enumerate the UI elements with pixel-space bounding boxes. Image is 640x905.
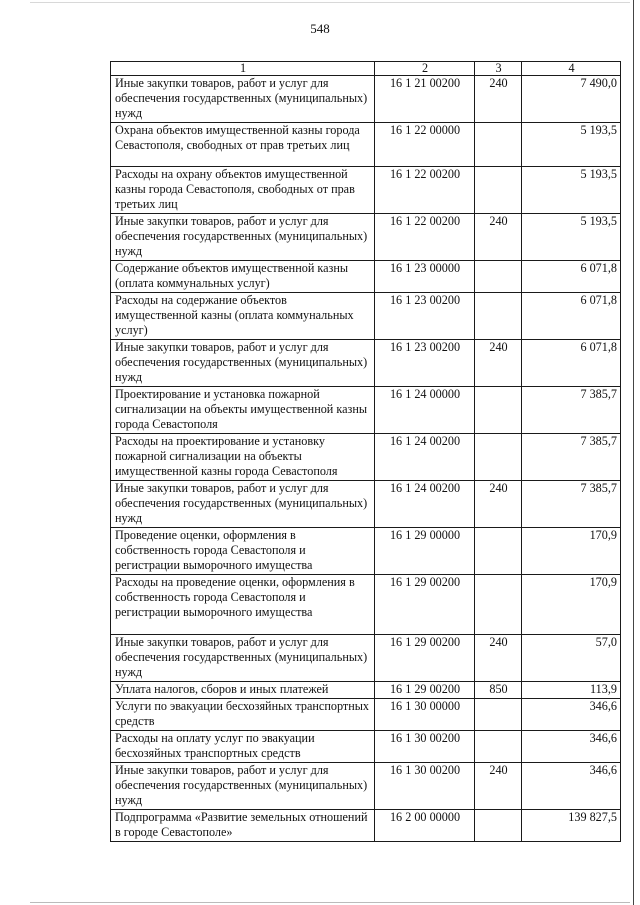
row-code-cell: 16 1 22 00000 [375,123,475,167]
row-type-cell: 850 [475,682,522,699]
table-row [111,340,621,387]
row-amount-cell: 346,6 [522,731,621,763]
row-code-cell: 16 1 22 00200 [375,167,475,214]
row-amount-cell: 170,9 [522,575,621,635]
table-row [111,575,621,635]
row-name-cell: Проектирование и установка пожарной сигнализации на объекты имущественной казны города Севастополя [111,387,375,434]
scan-top-edge [30,2,630,3]
table-row [111,167,621,214]
row-name-cell: Расходы на оплату услуг по эвакуации бесхозяйных транспортных средств [111,731,375,763]
row-name-cell: Иные закупки товаров, работ и услуг для обеспечения государственных (муниципальных) нужд [111,763,375,810]
row-name-cell: Иные закупки товаров, работ и услуг для обеспечения государственных (муниципальных) нужд [111,481,375,528]
row-type-cell [475,528,522,575]
row-name-cell: Расходы на содержание объектов имущественной казны (оплата коммунальных услуг) [111,293,375,340]
row-amount-cell: 7 385,7 [522,387,621,434]
row-type-cell: 240 [475,76,522,123]
row-type-cell [475,731,522,763]
table-row [111,731,621,763]
row-name-cell: Проведение оценки, оформления в собственность города Севастополя и регистрации выморочного имущества [111,528,375,575]
row-code-cell: 16 1 22 00200 [375,214,475,261]
row-amount-cell: 6 071,8 [522,261,621,293]
column-header-4: 4 [522,62,621,76]
row-type-cell: 240 [475,481,522,528]
budget-table [110,61,621,842]
row-name-cell: Иные закупки товаров, работ и услуг для обеспечения государственных (муниципальных) нужд [111,340,375,387]
row-code-cell: 16 1 29 00200 [375,682,475,699]
row-name-cell: Уплата налогов, сборов и иных платежей [111,682,375,699]
row-type-cell [475,123,522,167]
row-type-cell [475,167,522,214]
column-header-1: 1 [111,62,375,76]
row-name-cell: Содержание объектов имущественной казны (оплата коммунальных услуг) [111,261,375,293]
row-amount-cell: 57,0 [522,635,621,682]
row-type-cell [475,387,522,434]
row-name-cell: Расходы на проектирование и установку пожарной сигнализации на объекты имущественной казны города Севастополя [111,434,375,481]
row-code-cell: 16 1 23 00200 [375,293,475,340]
row-amount-cell: 346,6 [522,699,621,731]
page-number: 548 [310,21,330,36]
table-row [111,76,621,123]
row-code-cell: 16 1 29 00200 [375,635,475,682]
row-name-cell: Охрана объектов имущественной казны города Севастополя, свободных от прав третьих лиц [111,123,375,167]
row-type-cell [475,575,522,635]
row-code-cell: 16 2 00 00000 [375,810,475,842]
column-header-3: 3 [475,62,522,76]
row-amount-cell: 7 385,7 [522,481,621,528]
row-amount-cell: 5 193,5 [522,123,621,167]
row-name-cell: Иные закупки товаров, работ и услуг для обеспечения государственных (муниципальных) нужд [111,635,375,682]
row-code-cell: 16 1 29 00200 [375,575,475,635]
table-row [111,214,621,261]
row-amount-cell: 113,9 [522,682,621,699]
row-code-cell: 16 1 24 00000 [375,387,475,434]
row-amount-cell: 5 193,5 [522,214,621,261]
row-type-cell [475,293,522,340]
table-body [111,76,621,842]
row-name-cell: Иные закупки товаров, работ и услуг для обеспечения государственных (муниципальных) нужд [111,76,375,123]
table-row [111,699,621,731]
scan-right-edge [633,0,634,905]
table-row [111,434,621,481]
row-amount-cell: 346,6 [522,763,621,810]
row-amount-cell: 5 193,5 [522,167,621,214]
table-row [111,387,621,434]
row-amount-cell: 6 071,8 [522,340,621,387]
table-row [111,763,621,810]
row-amount-cell: 139 827,5 [522,810,621,842]
row-type-cell: 240 [475,340,522,387]
row-code-cell: 16 1 30 00200 [375,763,475,810]
row-code-cell: 16 1 30 00000 [375,699,475,731]
row-type-cell: 240 [475,635,522,682]
table-row [111,635,621,682]
row-name-cell: Услуги по эвакуации бесхозяйных транспортных средств [111,699,375,731]
table-row [111,810,621,842]
table-row [111,481,621,528]
column-header-2: 2 [375,62,475,76]
row-amount-cell: 170,9 [522,528,621,575]
table-header-row [111,62,621,76]
row-amount-cell: 6 071,8 [522,293,621,340]
row-type-cell: 240 [475,214,522,261]
table-row [111,293,621,340]
row-type-cell [475,699,522,731]
row-code-cell: 16 1 29 00000 [375,528,475,575]
table-row [111,261,621,293]
row-code-cell: 16 1 23 00000 [375,261,475,293]
table-row [111,682,621,699]
row-name-cell: Иные закупки товаров, работ и услуг для обеспечения государственных (муниципальных) нужд [111,214,375,261]
row-type-cell [475,261,522,293]
scan-bottom-edge [30,902,630,903]
table-row [111,123,621,167]
row-name-cell: Расходы на проведение оценки, оформления в собственность города Севастополя и регистрации выморочного имущества [111,575,375,635]
row-type-cell [475,434,522,481]
table-row [111,528,621,575]
row-type-cell [475,810,522,842]
row-code-cell: 16 1 24 00200 [375,434,475,481]
row-code-cell: 16 1 30 00200 [375,731,475,763]
row-code-cell: 16 1 21 00200 [375,76,475,123]
row-name-cell: Расходы на охрану объектов имущественной казны города Севастополя, свободных от прав третьих лиц [111,167,375,214]
row-amount-cell: 7 385,7 [522,434,621,481]
row-code-cell: 16 1 23 00200 [375,340,475,387]
row-code-cell: 16 1 24 00200 [375,481,475,528]
row-amount-cell: 7 490,0 [522,76,621,123]
row-name-cell: Подпрограмма «Развитие земельных отношений в городе Севастополе» [111,810,375,842]
row-type-cell: 240 [475,763,522,810]
